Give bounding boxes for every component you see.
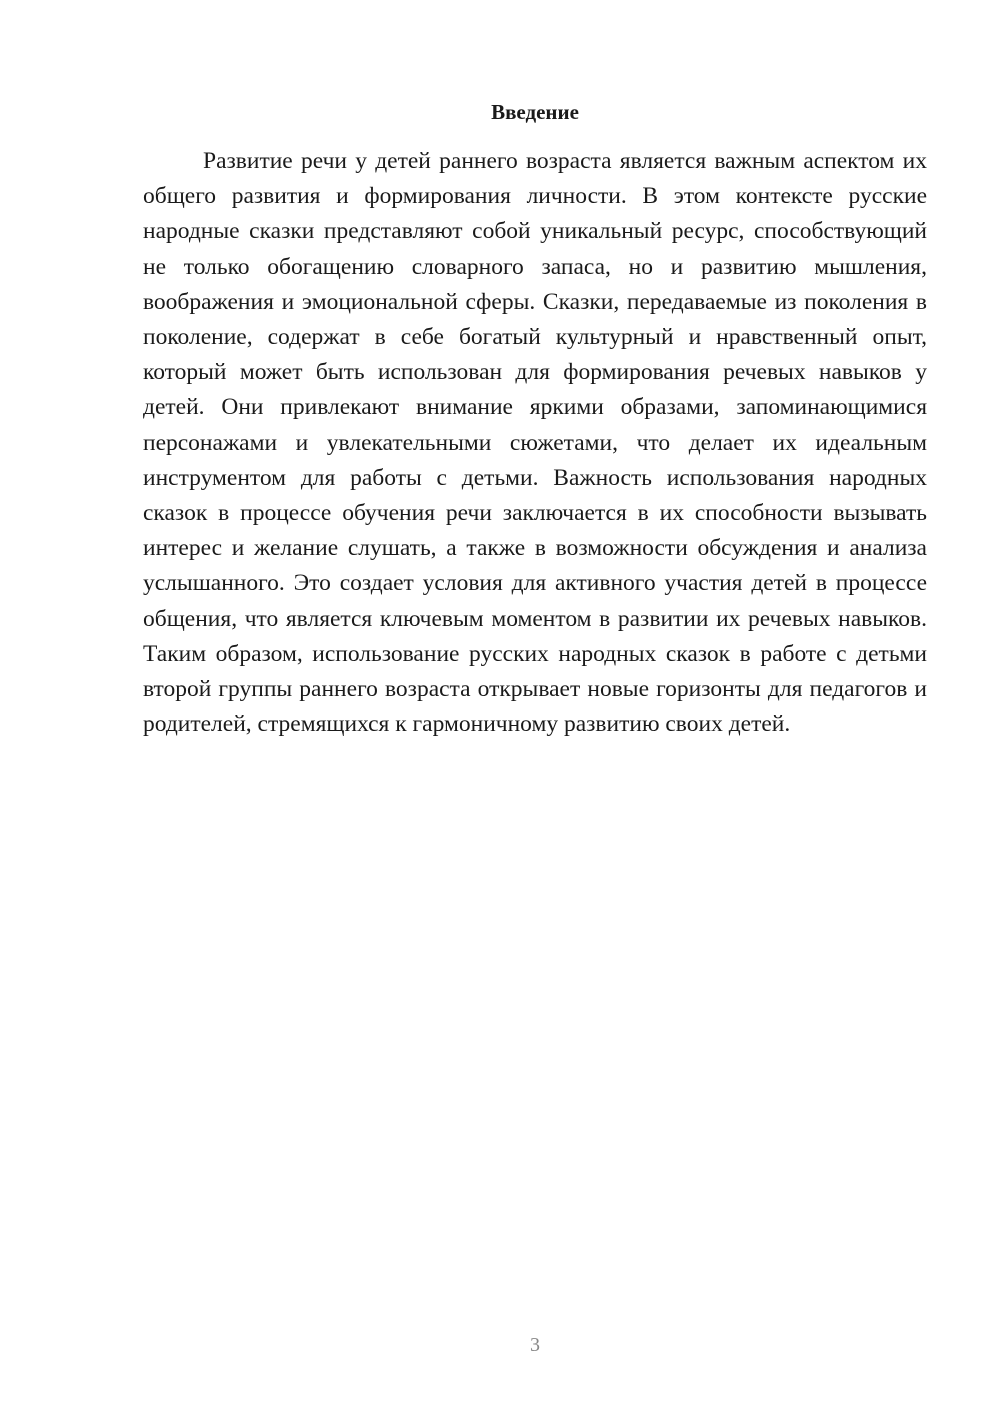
page-number: 3 (530, 1334, 540, 1356)
intro-paragraph: Развитие речи у детей раннего возраста является важным аспектом их общего развития и формирования личности. В этом контексте русские народные сказки представляют собой уникальный ресурс, способствующий не только обогащению словарного запаса, но и развитию мышления, воображения и эмоциональной сферы. Сказки, передаваемые из поколения в поколение, содержат в себе богатый культурный и нравственный опыт, который может быть использован для формирования речевых навыков у детей. Они привлекают внимание яркими образами, запоминающимися персонажами и увлекательными сюжетами, что делает их идеальным инструментом для работы с детьми. Важность использования народных сказок в процессе обучения речи заключается в их способности вызывать интерес и желание слушать, а также в возможности обсуждения и анализа услышанного. Это создает условия для активного участия детей в процессе общения, что является ключевым моментом в развитии их речевых навыков. Таким образом, использование русских народных сказок в работе с детьми второй группы раннего возраста открывает новые горизонты для педагогов и родителей, стремящихся к гармоничному развитию своих детей. (143, 148, 927, 738)
section-heading: Введение (491, 100, 579, 124)
